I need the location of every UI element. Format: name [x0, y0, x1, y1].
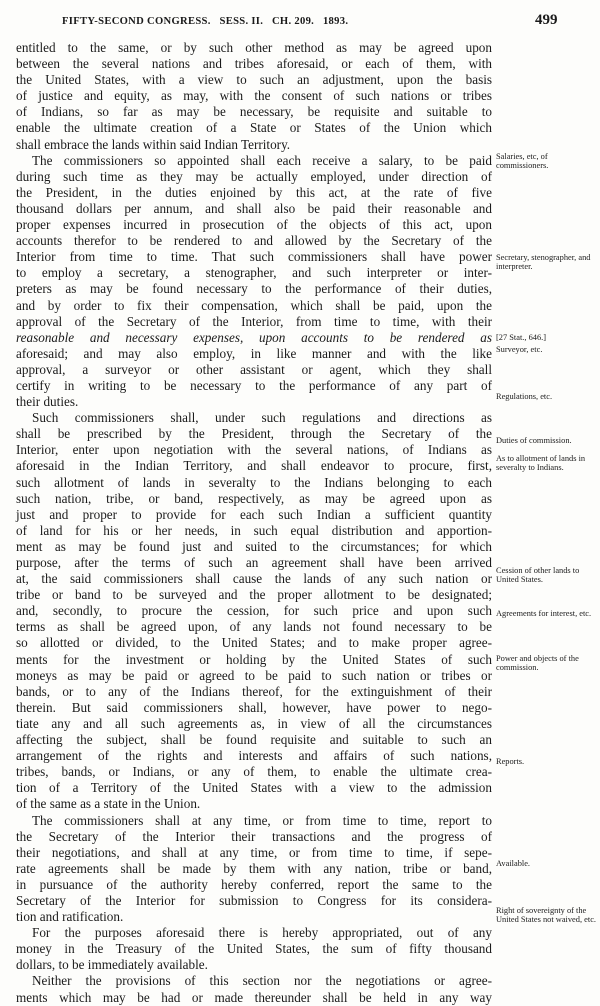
running-head: FIFTY-SECOND CONGRESS. SESS. II. CH. 209. 1893. [62, 16, 349, 27]
text-line: the Secretary of the Interior their transactions and the progress of [16, 828, 492, 844]
text-line: shall embrace the lands within said Indian Territory. [16, 136, 291, 152]
text-line: of Indians, so far as may be necessary, be requisite and suitable to [16, 104, 492, 120]
text-line: of justice and equity, as may, with the consent of such nations or tribes [16, 88, 492, 104]
text-line: just and proper to provide for each such Indian a sufficient quantity [16, 506, 492, 522]
text-line: moneys as may be paid or agreed to be paid to such nation or tribes or [16, 667, 492, 683]
text-line: The commissioners shall at any time, or from time to time, report to [32, 812, 492, 828]
margin-note: Duties of commission. [496, 436, 572, 445]
text-line: bands, or to any of the Indians thereof, for the extinguishment of their [16, 683, 492, 699]
text-line: Such commissioners shall, under such regulations and directions as [32, 410, 492, 426]
margin-note: Salaries, etc, of commissioners. [496, 152, 549, 170]
text-line: such nation, tribe, or band, respectively, as may be agreed upon as [16, 490, 492, 506]
text-line: of land for his or her needs, in such equal distribution and apportion- [16, 522, 492, 538]
margin-note: Right of sovereignty of the United States not waived, etc. [496, 906, 597, 924]
text-line: to employ a secretary, a stenographer, and such interpreter or inter- [16, 265, 492, 281]
text-line: ments for the investment or holding by the United States of such [16, 651, 492, 667]
statute-text [16, 40, 492, 1006]
text-line: thousand dollars per annum, and shall also be paid their reasonable and [16, 200, 492, 216]
margin-note: Surveyor, etc. [496, 345, 543, 354]
text-line: tion and ratification. [16, 909, 124, 925]
text-line: of the same as a state in the Union. [16, 796, 201, 812]
text-line: and, secondly, to procure the cession, for such price and upon such [16, 603, 492, 619]
text-line: aforesaid; and may also employ, in like manner and with the like [16, 345, 492, 361]
text-line: tribe or band to be surveyed and the proper allotment to be designated; [16, 587, 492, 603]
text-line: during such time as they may be actually employed, under direction of [16, 168, 492, 184]
text-line: their duties. [16, 394, 79, 410]
margin-note: Agreements for interest, etc. [496, 609, 592, 618]
text-line: the United States, with a view to such an adjustment, upon the basis [16, 72, 492, 88]
text-line: so allotted or divided, to the United States; and to make proper agree- [16, 635, 492, 651]
text-line: affecting the subject, shall be found requisite and suitable to such an [16, 732, 492, 748]
margin-note: Regulations, etc. [496, 392, 553, 401]
text-line: Interior, enter upon negotiation with the several nations, of Indians as [16, 442, 492, 458]
text-line: shall be prescribed by the President, through the Secretary of the [16, 426, 492, 442]
margin-note: As to allotment of lands in severalty to Indians. [496, 454, 586, 472]
margin-note: Cession of other lands to United States. [496, 566, 580, 584]
text-line: enable the ultimate creation of a State or States of the Union which [16, 120, 492, 136]
text-line: Neither the provisions of this section nor the negotiations or agree- [32, 973, 492, 989]
text-line: ment as may be found just and suited to the circumstances; for which [16, 538, 492, 554]
margin-note: Secretary, stenographer, and interpreter. [496, 253, 591, 271]
text-line: approval of the Secretary of the Interior, from time to time, with their [16, 313, 492, 329]
text-line: ments which may be had or made thereunder shall be held in any way [16, 989, 492, 1005]
italic-text: reasonable and necessary expenses, upon accounts to be rendered as [16, 329, 492, 345]
margin-note: Reports. [496, 757, 525, 766]
text-line: accounts therefor to be rendered to and allowed by the Secretary of the [16, 233, 492, 249]
margin-note: [27 Stat., 646.] [496, 333, 547, 342]
text-line-italic [16, 330, 492, 346]
text-line: terms as shall be agreed upon, of any lands not found necessary to be [16, 619, 492, 635]
text-line: and by order to fix their compensation, which shall be paid, upon the [16, 297, 492, 313]
text-line: dollars, to be immediately available. [16, 957, 208, 973]
text-line: money in the Treasury of the United States, the sum of fifty thousand [16, 941, 492, 957]
text-line: arrangement of the rights and interests and affairs of such nations, [16, 748, 492, 764]
text-line: at, the said commissioners shall cause the lands of any such nation or [16, 571, 492, 587]
text-line: The commissioners so appointed shall each receive a salary, to be paid [32, 152, 492, 168]
text-line: rate agreements shall be made by them with any nation, tribe or band, [16, 860, 492, 876]
text-line: preters as may be found necessary to the performance of their duties, [16, 281, 492, 297]
text-line: between the several nations and tribes aforesaid, or each of them, with [16, 56, 492, 72]
text-line: tion of a Territory of the United States with a view to the admission [16, 780, 492, 796]
text-line: the President, in the duties enjoined by this act, at the rate of five [16, 184, 492, 200]
page-number: 499 [535, 12, 558, 28]
text-line: For the purposes aforesaid there is hereby appropriated, out of any [32, 925, 492, 941]
text-line: their negotiations, and shall at any time, or from time to time, if sepe- [16, 844, 492, 860]
text-line: therein. But said commissioners shall, however, have power to nego- [16, 699, 492, 715]
text-line: in pursuance of the authority hereby conferred, report the same to the [16, 876, 492, 892]
text-line: Interior from time to time. That such commissioners shall have power [16, 249, 492, 265]
text-line: Secretary of the Interior for submission to Congress for its considera- [16, 892, 492, 908]
text-line: such allotment of lands in severalty to the Indians belonging to each [16, 474, 492, 490]
margin-note: Power and objects of the commission. [496, 654, 579, 672]
text-line: entitled to the same, or by such other method as may be agreed upon [16, 40, 492, 55]
margin-notes [492, 0, 598, 947]
text-line: proper expenses incurred in prosecution of the objects of this act, upon [16, 217, 492, 233]
text-line: aforesaid in the Indian Territory, and shall endeavor to procure, first, [16, 458, 492, 474]
text-line: tiate any and all such agreements as, in view of all the circumstances [16, 715, 492, 731]
text-line: approval, a surveyor or other assistant or agent, which they shall [16, 361, 492, 377]
text-line: tribes, bands, or Indians, or any of them, to enable the ultimate crea- [16, 764, 492, 780]
text-line: certify in writing to be necessary to the performance of any part of [16, 377, 492, 393]
text-line: purpose, after the terms of such an agreement shall have been arrived [16, 555, 492, 570]
margin-note: Available. [496, 859, 531, 868]
